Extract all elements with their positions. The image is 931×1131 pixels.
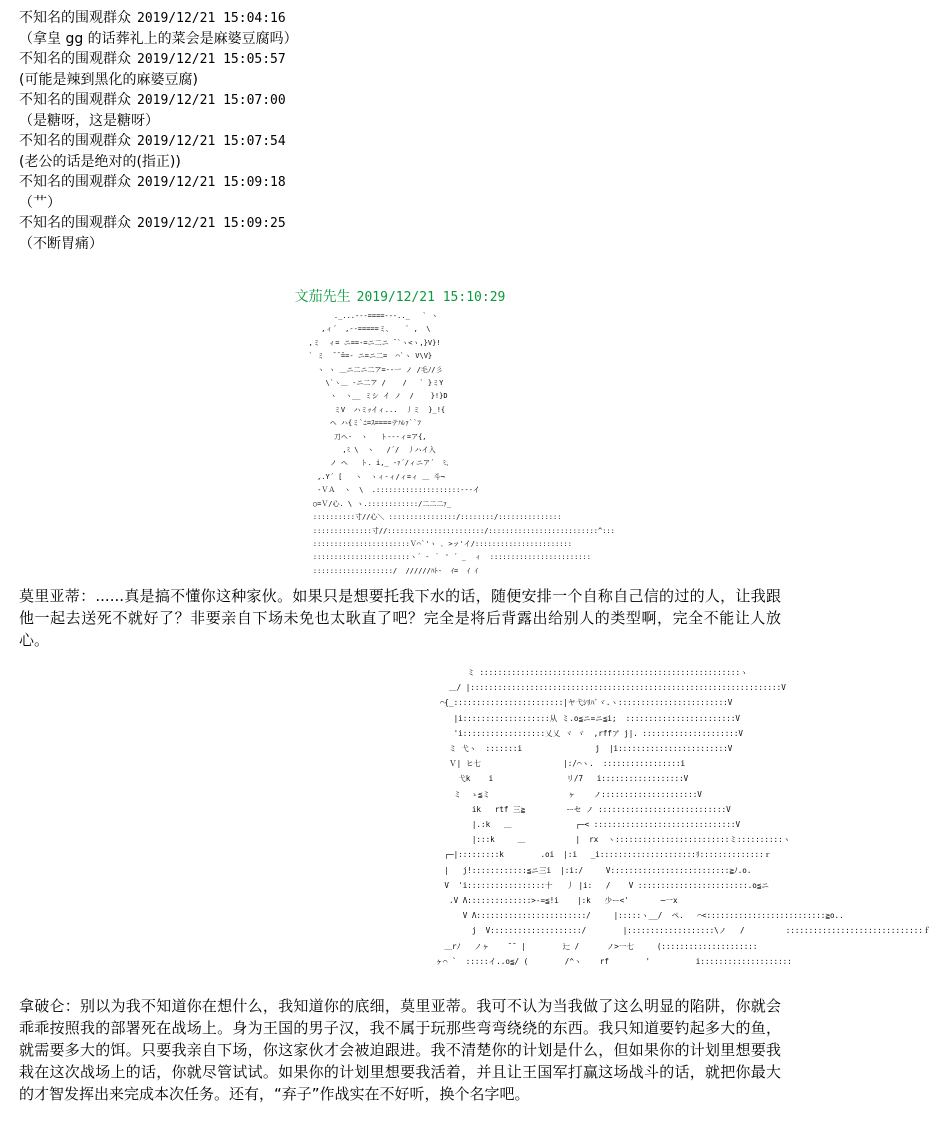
comment-text: (可能是辣到黑化的麻婆豆腐)	[19, 72, 198, 88]
comment-text: （不断胃痛）	[19, 236, 103, 252]
comment-author: 不知名的围观群众	[19, 133, 131, 149]
comment-text: (老公的话是绝对的(指正))	[19, 154, 181, 170]
dialog-napoleon: 拿破仑：别以为我不知道你在想什么，我知道你的底细，莫里亚蒂。我可不认为当我做了这么明显的陷阱，你就会乖乖按照我的部署死在战场上。身为王国的男子汉，我不属于玩那些弯弯绕绕的东西。我只知道要钓起多大的鱼，就需要多大的饵。只要我亲自下场，你这家伙才会被迫跟进。我不清楚你的计划是什么，但如果你的计划里想要我栽在这次战场上的话，你就尽管试试。如果你的计划里想要我活着，并且让王国军打赢这场战斗的话，就把你最大的才智发挥出来完成本次任务。还有，“弃子”作战实在不好听，换个名字吧。	[19, 997, 781, 1103]
post-time: 2019/12/21 15:10:29	[356, 290, 506, 305]
comment-author: 不知名的围观群众	[19, 10, 131, 26]
comment	[19, 172, 579, 213]
comment-text: （拿皇 gg 的话葬礼上的菜会是麻婆豆腐吗）	[19, 31, 298, 47]
comment-time: 2019/12/21 15:07:00	[137, 93, 286, 108]
comment-text: （艹）	[19, 195, 61, 211]
post-header	[0, 287, 800, 308]
dialog-moriarty: 莫里亚蒂：......真是搞不懂你这种家伙。如果只是想要托我下水的话，随便安排一个自称自己信的过的人，让我跟他一起去送死不就好了？非要亲自下场未免也太耿直了吧？完全是将后背露出给别人的类型啊，完全不能让人放心。	[19, 587, 781, 649]
comment	[19, 49, 579, 90]
comment-author: 不知名的围观群众	[19, 51, 131, 67]
ascii-art-moriarty: ._...---====---.._ ` ヽ ,ィ´ ,-‐=====ミ、 ` , \ ,ミ ィ= ニ==‐=ニ二ニ ̄ `ヽ<ヽ,}V}! ` ミ ̄ ̄ ̄==‐ ニ=ニ二= ⌒`ヽ V\V} ヽ ヽ ＿ニ二ニ二ア=-‐一 ノ /毛ﾉ/彡 \`ヽ＿ -ニ二ア / / ` }ミY ヽ ヽ__ ミシ イ ノ / }!}D ミV ハミｯイィ... 丿ミ }_!{ ヘ ハ{ミ`ﾆ=ｽ====テﾊﾚｧ``ﾌ 刀ヘ- ヽ ト-‐-ィ=ア{, ,ﾐ \ ヽ /´/ 丿ハイ入 ノ ヘ ト. i,_ ‐ｧ´/ィニア´ ﾐ、 ,.Y´ [ ヽ ヽィ-ィ/ィ=ィ ＿ 斗¬ -ＶＡ ヽ \ .::::::::::::::::::::---イ ○=Ｖ/心. \ ヽ.::::::::::::/二二二ｧ_ ::::::::::寸//心＼ ::::::::::::::::/::::::::/::::::::::::::: ::::::::::::::寸//:::::::::::::::::::::::/::::::::::::::::::::::::::^::: :::::::::::::::::::::::Ｖ⌒`'ヽ ､ >ァ'イ/::::::::::::::::::::::: :::::::::::::::::::::::ヽ´ ‐ ｀ ' ´ _ ィ :::::::::::::::::::::::: :::::::::::::::::::/ //////ﾊﾄ- ｲ= ｲ ｲ	[308, 312, 615, 575]
comment-time: 2019/12/21 15:09:25	[137, 216, 286, 231]
ascii-art-napoleon: ミ :::::::::::::::::::::::::::::::::::::::::::::::::::::::::ヽ ＿/ |::::::::::::::::::::::::::::::::::::::::::::::::::::::::::::::::::::V ⌒{_::::::::::::::::::::::::|ヤ弋ｼﾘﾊﾞヾ.ヽ::::::::::::::::::::::::V |i:::::::::::::::::::从 ミ.o≦ニ=ニ≦i; ::::::::::::::::::::::::V 'i::::::::::::::::::乂乂 ヾ ヾ ,rffア j|. :::::::::::::::::::::V ミ 弋ヽ :::::::i j |i::::::::::::::::::::::::V Ｖ| ヒ七 |:/⌒ヽ. :::::::::::::::::i 弋k i リ/7 i::::::::::::::::::V ミ ゝ≦ミ ヶ ノ:::::::::::::::::::::V ik rtf 三≧ ーセ ノ ::::::::::::::::::::::::::::V |.:k ＿ ┌─< :::::::::::::::::::::::::::::::V |:::k ＿ | rx ヽ:::::::::::::::::::::::::ミ::::::::::ヽ ┌─|:::::::::k .oi |:i _i:::::::::::::::::::::ﾘ::::::::::::::ｒ | j!::::::::::::≦ニ三i |:i:/ V::::::::::::::::::::::::::≧ﾉ.o. V 'i:::::::::::::::::十 丿 |i: / V ::::::::::::::::::::::::.o≦ニ .V Λ::::::::::::::>-=≦!i |:k 少ー<' ─一x V Λ::::::::::::::::::::::::/ |:::::ヽ__/ ペ. ⌒<::::::::::::::::::::::::::≧o.. j V::::::::::::::::::::/ |:::::::::::::::::::\ノ / ::::::::::::::::::::::::::::::ｆ ＿rﾉ ノヶ ̄ ̄ | 辷 / ノ>一七 (::::::::::::::::::::: ヶ⌒ ` :::::イ..o≦/ ( /^ヽ rf ' i::::::::::::::::::::	[435, 668, 931, 966]
comment-time: 2019/12/21 15:04:16	[137, 11, 286, 26]
comment	[19, 131, 579, 172]
post-author: 文茄先生	[294, 289, 351, 305]
comment-time: 2019/12/21 15:07:54	[137, 134, 286, 149]
comment-time: 2019/12/21 15:05:57	[137, 52, 286, 67]
comment-list	[19, 8, 579, 254]
comment-author: 不知名的围观群众	[19, 174, 131, 190]
comment-text: （是糖呀，这是糖呀）	[19, 113, 159, 129]
comment	[19, 8, 579, 49]
comment-time: 2019/12/21 15:09:18	[137, 175, 286, 190]
comment-author: 不知名的围观群众	[19, 215, 131, 231]
comment-author: 不知名的围观群众	[19, 92, 131, 108]
comment	[19, 213, 579, 254]
comment	[19, 90, 579, 131]
